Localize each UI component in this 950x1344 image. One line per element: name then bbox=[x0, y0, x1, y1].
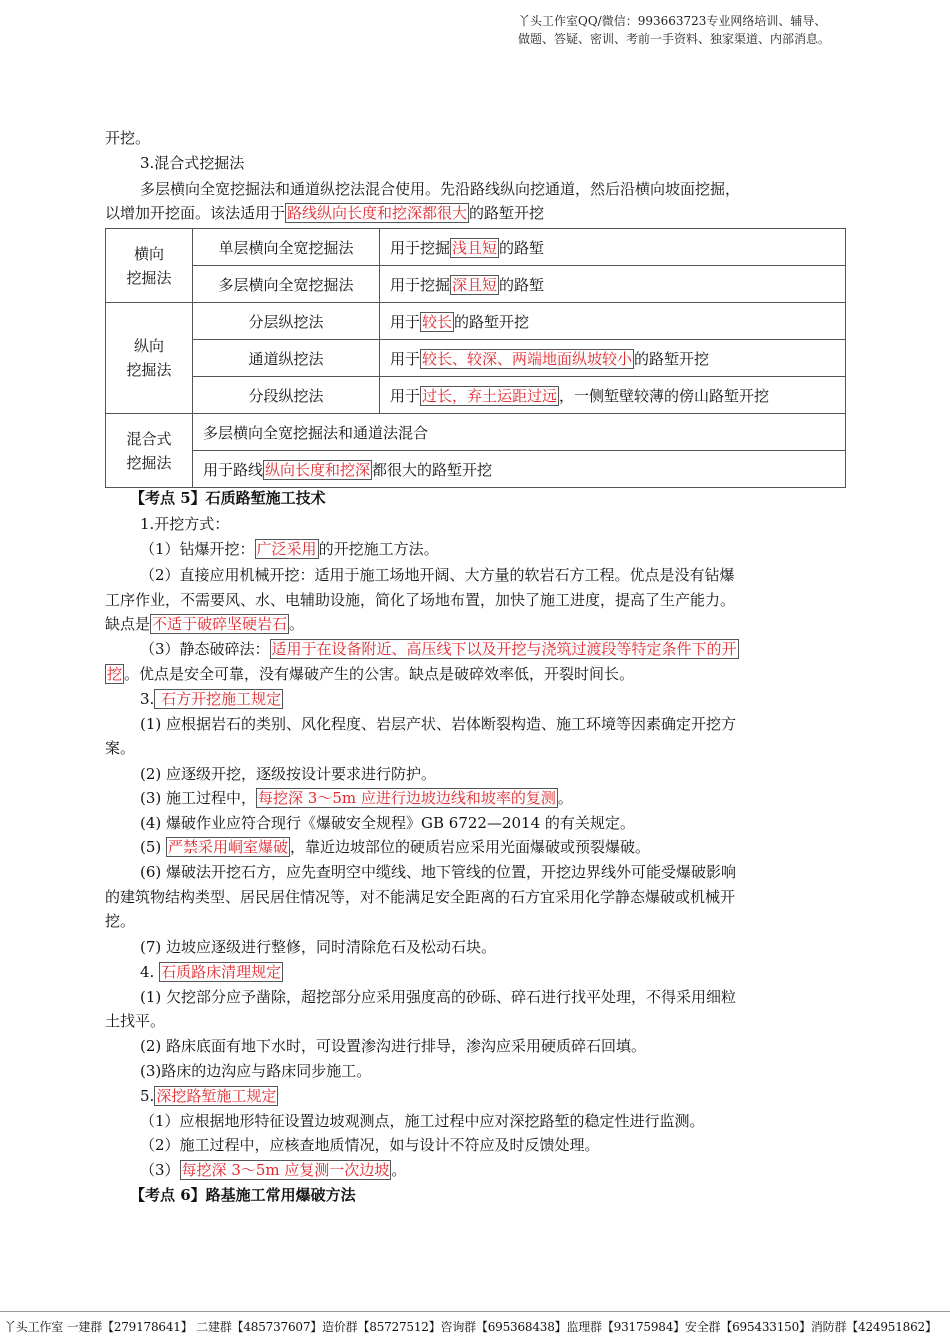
paragraph-line: (1) 欠挖部分应予凿除，超挖部分应采用强度高的砂砾、碎石进行找平处理，不得采用细粒 bbox=[140, 988, 737, 1006]
paragraph-line: 缺点是 不适于破碎坚硬岩石 。 bbox=[105, 615, 305, 633]
desc-cell: 用于 较长 的路堑开挖 bbox=[380, 303, 846, 340]
subheading: 4. 石质路床清理规定 bbox=[140, 963, 282, 981]
subheading: 5. 深挖路堑施工规定 bbox=[140, 1087, 277, 1105]
method-cell: 分段纵挖法 bbox=[193, 377, 380, 414]
paragraph-line: (1) 应根据岩石的类别、风化程度、岩层产状、岩体断裂构造、施工环境等因素确定开挖方 bbox=[140, 715, 737, 733]
method-cell: 单层横向全宽挖掘法 bbox=[193, 229, 380, 266]
highlight: 广泛采用 bbox=[256, 540, 317, 558]
highlight: 石质路床清理规定 bbox=[161, 963, 282, 981]
method-cell: 分层纵挖法 bbox=[193, 303, 380, 340]
paragraph-line: 土找平。 bbox=[105, 1012, 166, 1030]
highlight: 挖 bbox=[107, 665, 123, 683]
desc-cell: 用于挖掘 深且短 的路堑 bbox=[380, 266, 846, 303]
page-footer: 丫头工作室 一建群【279178641】 二建群【485737607】造价群【85727512】咨询群【695368438】监理群【93175984】安全群【695433150】消防群【424951862】 bbox=[4, 1320, 937, 1334]
section-heading: 3.混合式挖掘法 bbox=[140, 154, 245, 172]
paragraph-line: (5) 严禁采用峒室爆破 ，靠近边坡部位的硬质岩应采用光面爆破或预裂爆破。 bbox=[140, 838, 651, 856]
paragraph-line: 挖 。优点是安全可靠，没有爆破产生的公害。缺点是破碎效率低，开裂时间长。 bbox=[107, 665, 635, 683]
method-cell: 通道纵挖法 bbox=[193, 340, 380, 377]
highlight: 路线纵向长度和挖深都很大 bbox=[287, 204, 468, 222]
paragraph-line: 多层横向全宽挖掘法和通道纵挖法混合使用。先沿路线纵向挖通道，然后沿横向坡面挖掘， bbox=[140, 180, 741, 198]
highlight: 深挖路堑施工规定 bbox=[156, 1087, 277, 1105]
highlight: 适用于在设备附近、高压线下以及开挖与浇筑过渡段等特定条件下的开 bbox=[271, 640, 737, 658]
paragraph-line: 案。 bbox=[105, 739, 136, 757]
group-label: 混合式 挖掘法 bbox=[106, 414, 193, 488]
section-title: 【考点 5】石质路堑施工技术 bbox=[130, 489, 326, 507]
highlight: 过长，弃土运距过远 bbox=[422, 386, 558, 405]
paragraph-line: 挖。 bbox=[105, 912, 136, 930]
desc-cell: 用于 较长、较深、两端地面纵坡较小 的路堑开挖 bbox=[380, 340, 846, 377]
highlight: 每挖深 3～5m 应复测一次边坡 bbox=[181, 1161, 390, 1179]
paragraph-line: （3） 每挖深 3～5m 应复测一次边坡 。 bbox=[140, 1161, 407, 1179]
highlight: 每挖深 3～5m 应进行边坡边线和坡率的复测 bbox=[258, 789, 556, 807]
paragraph-line: (2) 应逐级开挖，逐级按设计要求进行防护。 bbox=[140, 765, 437, 783]
paragraph-line: 1.开挖方式： bbox=[140, 515, 230, 533]
paragraph-line: （2）直接应用机械开挖：适用于施工场地开阔、大方量的软岩石方工程。优点是没有钻爆 bbox=[140, 566, 735, 584]
header-line-2: 做题、答疑、密训、考前一手资料、独家渠道、内部消息。 bbox=[518, 32, 831, 46]
method-cell: 多层横向全宽挖掘法 bbox=[193, 266, 380, 303]
intro-line: 开挖。 bbox=[105, 129, 151, 147]
section-title: 【考点 6】路基施工常用爆破方法 bbox=[130, 1186, 356, 1204]
desc-cell: 多层横向全宽挖掘法和通道法混合 bbox=[193, 414, 846, 451]
paragraph-line: （1）应根据地形特征设置边坡观测点，施工过程中应对深挖路堑的稳定性进行监测。 bbox=[140, 1112, 705, 1130]
header-line-1: 丫头工作室QQ/微信：993663723专业网络培训、辅导、 bbox=[518, 14, 827, 28]
highlight: 浅且短 bbox=[452, 238, 498, 257]
highlight: 纵向长度和挖深 bbox=[265, 460, 371, 479]
highlight: 不适于破碎坚硬岩石 bbox=[152, 615, 288, 633]
group-label: 纵向 挖掘法 bbox=[106, 303, 193, 414]
paragraph-line: (3)路床的边沟应与路床同步施工。 bbox=[140, 1062, 372, 1080]
excavation-method-table bbox=[105, 228, 846, 488]
paragraph-line: (6) 爆破法开挖石方，应先查明空中缆线、地下管线的位置，开挖边界线外可能受爆破影响 bbox=[140, 863, 737, 881]
paragraph-line: （2）施工过程中，应核查地质情况，如与设计不符应及时反馈处理。 bbox=[140, 1136, 600, 1154]
highlight: 较长、较深、两端地面纵坡较小 bbox=[422, 349, 633, 368]
paragraph-line: (3) 施工过程中， 每挖深 3～5m 应进行边坡边线和坡率的复测 。 bbox=[140, 789, 573, 807]
highlight: 深且短 bbox=[452, 275, 498, 294]
group-label: 横向 挖掘法 bbox=[106, 229, 193, 303]
subheading: 3. 石方开挖施工规定 bbox=[140, 690, 282, 708]
desc-cell: 用于挖掘 浅且短 的路堑 bbox=[380, 229, 846, 266]
highlight: 较长 bbox=[422, 312, 453, 331]
highlight: 严禁采用峒室爆破 bbox=[168, 838, 289, 856]
highlight: 石方开挖施工规定 bbox=[156, 690, 282, 708]
paragraph-line: 以增加开挖面。该法适用于 路线纵向长度和挖深都很大 的路堑开挖 bbox=[105, 204, 545, 222]
paragraph-line: (4) 爆破作业应符合现行《爆破安全规程》GB 6722—2014 的有关规定。 bbox=[140, 814, 635, 832]
paragraph-line: (2) 路床底面有地下水时，可设置渗沟进行排导，渗沟应采用硬质碎石回填。 bbox=[140, 1037, 647, 1055]
paragraph-line: (7) 边坡应逐级进行整修，同时清除危石及松动石块。 bbox=[140, 938, 497, 956]
paragraph-line: 工序作业，不需要风、水、电辅助设施，简化了场地布置，加快了施工进度，提高了生产能力。 bbox=[105, 591, 736, 609]
paragraph-line: （1）钻爆开挖： 广泛采用 的开挖施工方法。 bbox=[140, 540, 439, 558]
paragraph-line: 的建筑物结构类型、居民居住情况等，对不能满足安全距离的石方宜采用化学静态爆破或机械开 bbox=[105, 888, 736, 906]
page-header bbox=[518, 12, 898, 48]
footer-divider bbox=[0, 1311, 950, 1312]
desc-cell: 用于 过长，弃土运距过远 ，一侧堑壁较薄的傍山路堑开挖 bbox=[380, 377, 846, 414]
desc-cell: 用于路线 纵向长度和挖深 都很大的路堑开挖 bbox=[193, 451, 846, 488]
paragraph-line: （3）静态破碎法： 适用于在设备附近、高压线下以及开挖与浇筑过渡段等特定条件下的开 bbox=[140, 640, 737, 658]
